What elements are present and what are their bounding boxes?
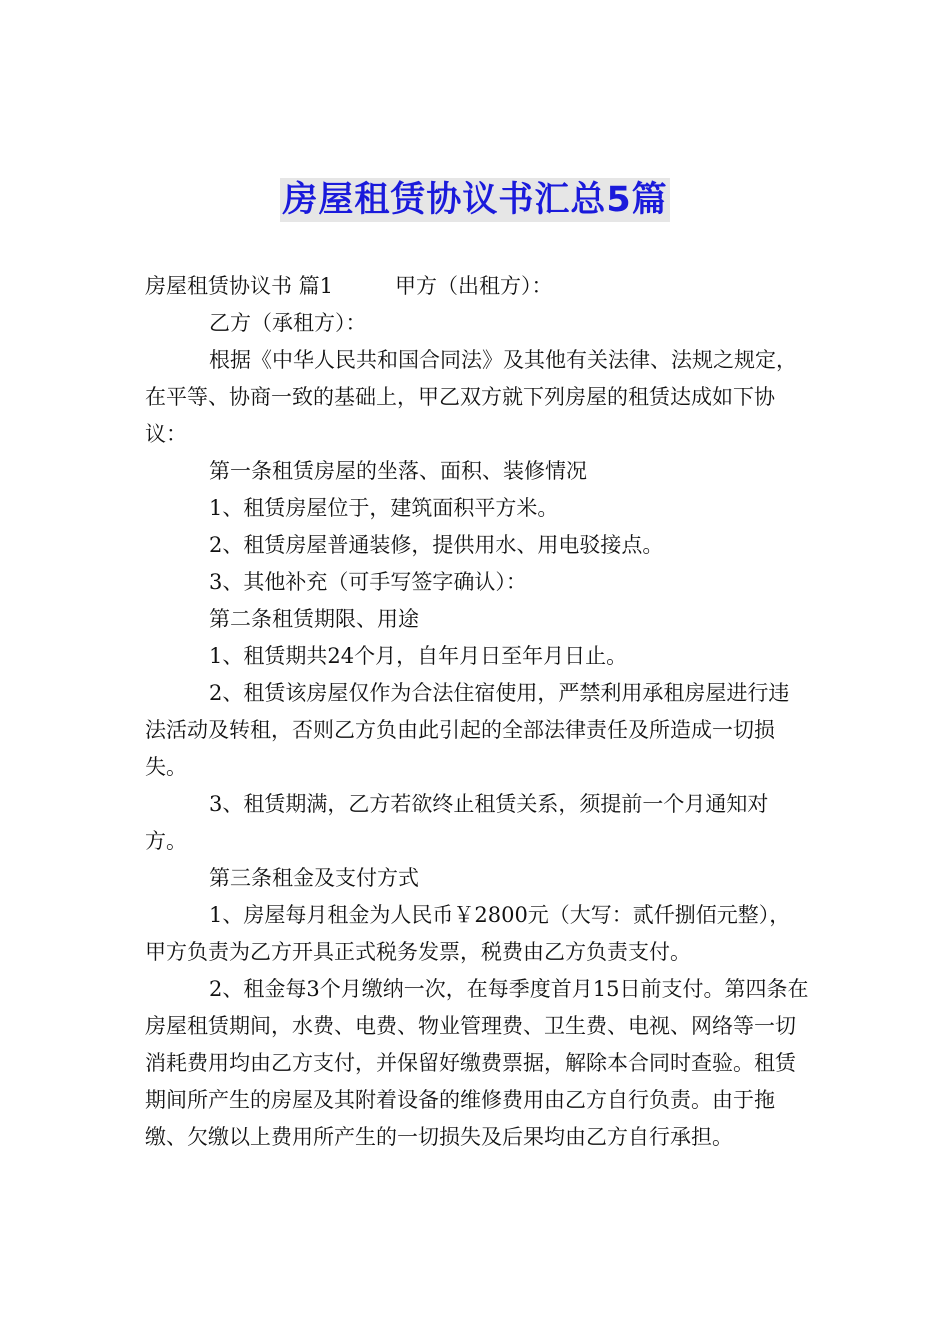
paragraph: 2、租金每3个月缴纳一次，在每季度首月15日前支付。第四条在房屋租赁期间，水费、电费、物业管理费、卫生费、电视、网络等一切消耗费用均由乙方支付，并保留好缴费票据，解除本合同时查验。租赁期间所产生的房屋及其附着设备的维修费用由乙方自行负责。由于拖缴、欠缴以上费用所产生的一切损失及后果均由乙方自行承担。 [145, 977, 809, 1149]
paragraph: 1、租赁期共24个月，自年月日至年月日止。 [209, 644, 628, 668]
paragraph: 3、其他补充（可手写签字确认）： [209, 570, 527, 594]
document-body [145, 268, 810, 1156]
title-container [0, 178, 950, 222]
party-a-label: 甲方（出租方）： [395, 274, 553, 298]
paragraph: 第三条租金及支付方式 [209, 866, 419, 890]
paragraph: 1、房屋每月租金为人民币￥2800元（大写：贰仟捌佰元整），甲方负责为乙方开具正式税务发票，税费由乙方负责支付。 [145, 903, 791, 964]
paragraph: 2、租赁该房屋仅作为合法住宿使用，严禁利用承租房屋进行违法活动及转租，否则乙方负由此引起的全部法律责任及所造成一切损失。 [145, 681, 790, 779]
paragraph: 第二条租赁期限、用途 [209, 607, 419, 631]
document-title: 房屋租赁协议书汇总5篇 [282, 180, 668, 220]
paragraph: 第一条租赁房屋的坐落、面积、装修情况 [209, 459, 587, 483]
paragraph: 1、租赁房屋位于，建筑面积平方米。 [209, 496, 559, 520]
heading-line [145, 268, 810, 305]
paragraph: 根据《中华人民共和国合同法》及其他有关法律、法规之规定，在平等、协商一致的基础上，甲乙双方就下列房屋的租赁达成如下协议： [145, 348, 797, 446]
paragraph: 3、租赁期满，乙方若欲终止租赁关系，须提前一个月通知对方。 [145, 792, 769, 853]
paragraph: 乙方（承租方）： [209, 311, 367, 335]
paragraph: 2、租赁房屋普通装修，提供用水、用电驳接点。 [209, 533, 664, 557]
section-label: 房屋租赁协议书 篇1 [145, 274, 334, 298]
